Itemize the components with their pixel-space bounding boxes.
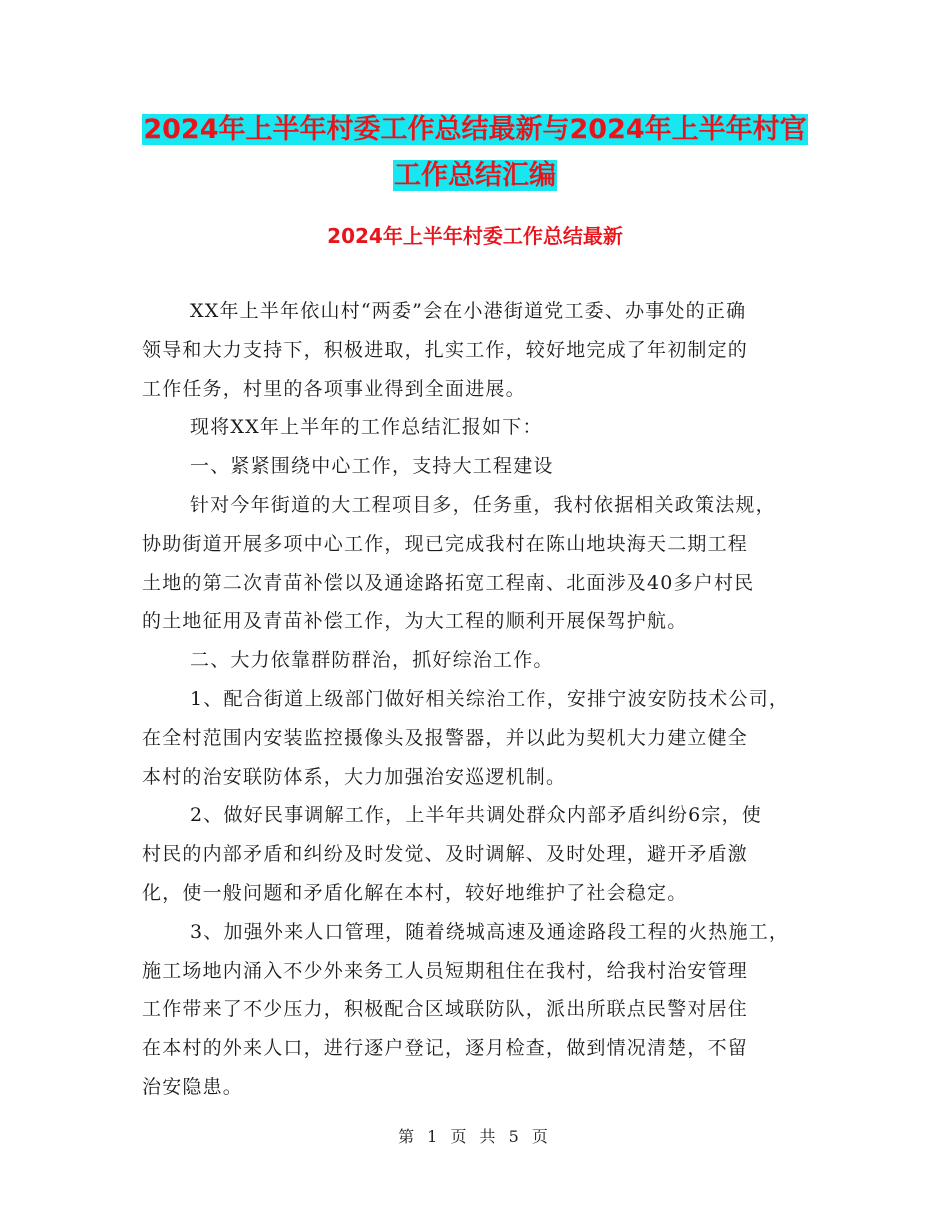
paragraph-line: 现将XX年上半年的工作总结汇报如下： [190,416,543,439]
document-title-line-2 [0,154,950,198]
title-highlight-2: 工作总结汇编 [394,160,556,191]
heading-line: 二、大力依靠群防群治，抓好综治工作。 [190,649,554,672]
paragraph-line: 工作带来了不少压力，积极配合区域联防队，派出所联点民警对居住 [142,998,749,1021]
paragraph-line: 本村的治安联防体系，大力加强治安巡逻机制。 [142,765,567,788]
paragraph-line: 3、加强外来人口管理，随着绕城高速及通途路段工程的火热施工， [190,920,790,943]
paragraph-line: 针对今年街道的大工程项目多，任务重，我村依据相关政策法规， [190,493,776,516]
paragraph-line: 的土地征用及青苗补偿工作，为大工程的顺利开展保驾护航。 [142,610,688,633]
paragraph-line: 在本村的外来人口，进行逐户登记，逐月检查，做到情况清楚，不留 [142,1037,749,1060]
paragraph-line: 1、配合街道上级部门做好相关综治工作，安排宁波安防技术公司， [190,687,790,710]
paragraph-line: 化，使一般问题和矛盾化解在本村，较好地维护了社会稳定。 [142,881,688,904]
paragraph-line: 领导和大力支持下，积极进取，扎实工作，较好地完成了年初制定的 [142,338,749,361]
paragraph-line: 土地的第二次青苗补偿以及通途路拓宽工程南、北面涉及40多户村民 [142,571,755,594]
paragraph-line: 施工场地内涌入不少外来务工人员短期租住在我村，给我村治安管理 [142,959,749,982]
page-footer: 第 1 页 共 5 页 [398,1127,552,1146]
title-highlight-1: 2024年上半年村委工作总结最新与2024年上半年村官 [143,114,807,145]
document-title-line-1 [0,108,950,152]
section-title: 2024年上半年村委工作总结最新 [327,224,623,248]
paragraph-line: XX年上半年依山村“两委”会在小港街道党工委、办事处的正确 [190,300,747,322]
paragraph-line: 村民的内部矛盾和纠纷及时发觉、及时调解、及时处理，避开矛盾激 [142,843,749,866]
paragraph-line: 协助街道开展多项中心工作，现已完成我村在陈山地块海天二期工程 [142,532,749,555]
paragraph-line: 2、做好民事调解工作，上半年共调处群众内部矛盾纠纷6宗，使 [190,804,762,827]
paragraph-line: 工作任务，村里的各项事业得到全面进展。 [142,377,526,400]
paragraph-line: 治安隐患。 [142,1075,244,1098]
body-text [142,292,810,1107]
heading-line: 一、紧紧围绕中心工作，支持大工程建设 [190,455,554,478]
paragraph-line: 在全村范围内安装监控摄像头及报警器，并以此为契机大力建立健全 [142,726,749,749]
